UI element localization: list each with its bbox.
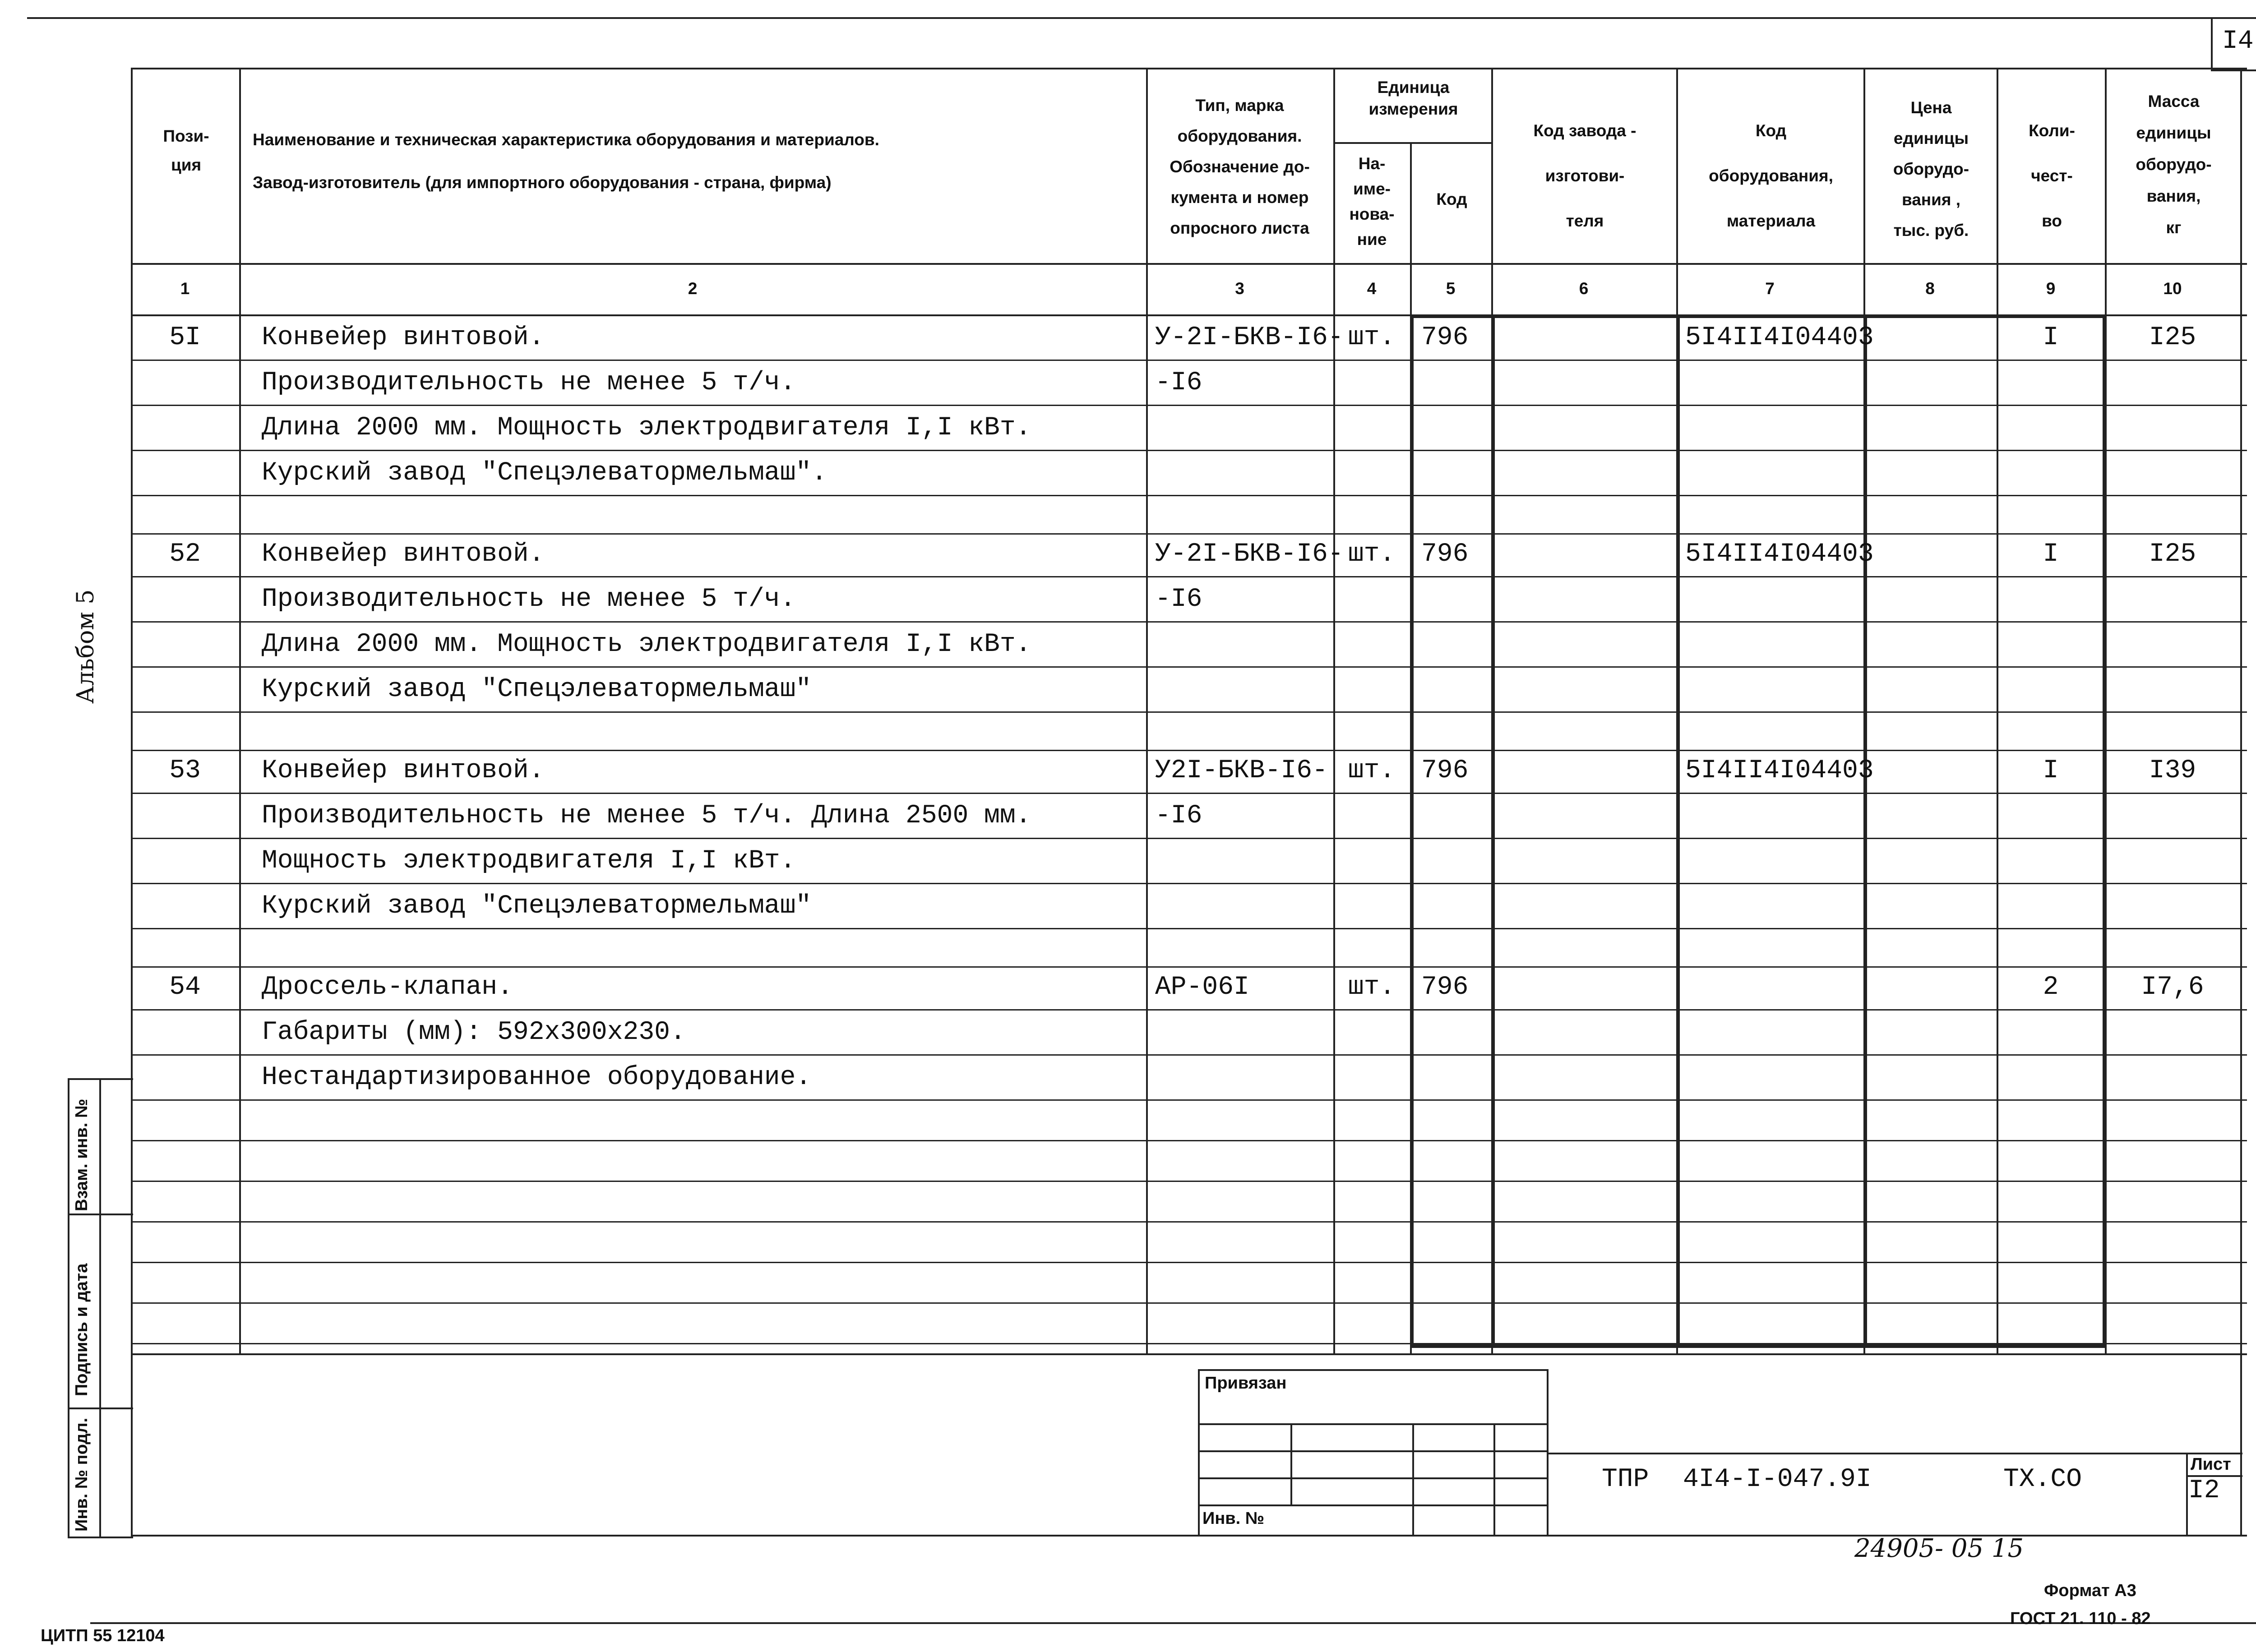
row-divider xyxy=(131,1302,2247,1304)
album-label: Альбом 5 xyxy=(72,589,99,704)
name-cell: Габариты (мм): 592х300х230. xyxy=(262,1018,686,1047)
header-name: Наименование и техническая характеристика оборудования и материалов. Завод-изготовитель (для импортного оборудования - страна, фирма) xyxy=(253,130,879,192)
unit-name-cell: шт. xyxy=(1348,973,1396,1002)
mass-cell: I25 xyxy=(2149,323,2196,352)
header-quantity: Коли- чест- во xyxy=(2029,121,2075,230)
row-divider xyxy=(131,838,2247,839)
sheet-value: I2 xyxy=(2188,1476,2220,1505)
equipment-code-cell: 5I4II4I04403 xyxy=(1685,323,1874,352)
equipment-code-cell: 5I4II4I04403 xyxy=(1685,540,1874,569)
type-cell: У-2I-БКВ-I6- xyxy=(1155,323,1344,352)
mass-cell: I39 xyxy=(2149,756,2196,785)
header-position: Пози- ция xyxy=(163,127,209,174)
row-divider xyxy=(131,533,2247,535)
name-cell: Длина 2000 мм. Мощность электродвигателя I,I кВт. xyxy=(262,630,1031,659)
row-divider xyxy=(131,621,2247,623)
row-divider xyxy=(131,793,2247,794)
name-cell: Мощность электродвигателя I,I кВт. xyxy=(262,846,796,876)
colnum-1: 1 xyxy=(180,279,190,298)
type-cell: У2I-БКВ-I6- xyxy=(1155,756,1328,785)
name-cell: Производительность не менее 5 т/ч. Длина 2500 мм. xyxy=(262,801,1031,831)
colnum-9: 9 xyxy=(2046,279,2056,298)
type-cell: -I6 xyxy=(1155,368,1202,397)
colnum-2: 2 xyxy=(688,279,698,298)
unit-code-cell: 796 xyxy=(1421,973,1469,1002)
header-unit-name: На- име- нова- ние xyxy=(1349,154,1395,249)
header-mass: Масса единицы оборудо- вания, кг xyxy=(2136,92,2212,237)
row-divider xyxy=(131,1099,2247,1101)
row-divider xyxy=(131,405,2247,406)
row-divider xyxy=(131,883,2247,884)
format-label: Формат А3 xyxy=(2044,1581,2136,1600)
unit-name-cell: шт. xyxy=(1348,540,1396,569)
gost-label: ГОСТ 21. 110 - 82 xyxy=(2010,1609,2151,1628)
colnum-4: 4 xyxy=(1367,279,1377,298)
header-type: Тип, марка оборудования. Обозначение до- кумента и номер опросного листа xyxy=(1170,96,1310,237)
row-divider xyxy=(131,711,2247,713)
row-divider xyxy=(131,1054,2247,1056)
quantity-cell: 2 xyxy=(2043,973,2059,1002)
name-cell: Нестандартизированное оборудование. xyxy=(262,1063,812,1092)
row-divider xyxy=(131,928,2247,929)
position-cell: 54 xyxy=(169,973,201,1002)
stamp-replacement-inv: Взам. инв. № xyxy=(72,1098,91,1211)
row-divider xyxy=(131,1262,2247,1263)
quantity-cell: I xyxy=(2043,323,2059,352)
header-plant-code: Код завода - изготови- теля xyxy=(1533,121,1637,230)
row-divider xyxy=(131,1181,2247,1182)
type-cell: АР-06I xyxy=(1155,973,1249,1002)
doc-suffix: ТХ.СО xyxy=(2003,1465,2082,1494)
type-cell: -I6 xyxy=(1155,585,1202,614)
sheet-number-top: I4 xyxy=(2222,27,2254,56)
unit-code-cell: 796 xyxy=(1421,323,1469,352)
row-divider xyxy=(131,750,2247,751)
quantity-cell: I xyxy=(2043,540,2059,569)
colnum-5: 5 xyxy=(1446,279,1456,298)
name-cell: Дроссель-клапан. xyxy=(262,973,513,1002)
handwritten-number: 24905- 05 15 xyxy=(1854,1534,2024,1563)
sheet-label: Лист xyxy=(2191,1455,2231,1474)
name-cell: Курский завод "Спецэлеватормельмаш". xyxy=(262,458,828,488)
header-equipment-code: Код оборудования, материала xyxy=(1709,121,1833,230)
name-cell: Производительность не менее 5 т/ч. xyxy=(262,585,796,614)
position-cell: 53 xyxy=(169,756,201,785)
name-cell: Курский завод "Спецэлеватормельмаш" xyxy=(262,675,812,704)
header-price: Цена единицы оборудо- вания , тыс. руб. xyxy=(1893,98,1969,240)
header-unit-group: Единица измерения xyxy=(1368,78,1458,118)
row-divider xyxy=(131,1221,2247,1223)
colnum-10: 10 xyxy=(2163,279,2182,298)
colnum-7: 7 xyxy=(1765,279,1775,298)
position-cell: 5I xyxy=(169,323,201,352)
type-cell: -I6 xyxy=(1155,801,1202,831)
name-cell: Производительность не менее 5 т/ч. xyxy=(262,368,796,397)
row-divider xyxy=(131,495,2247,496)
colnum-3: 3 xyxy=(1235,279,1244,298)
row-divider xyxy=(131,1009,2247,1011)
org-label: ЦИТП 55 12104 xyxy=(41,1626,165,1645)
mass-cell: I25 xyxy=(2149,540,2196,569)
colnum-6: 6 xyxy=(1579,279,1589,298)
unit-code-cell: 796 xyxy=(1421,540,1469,569)
header-unit-code: Код xyxy=(1436,190,1467,208)
row-divider xyxy=(131,360,2247,361)
name-cell: Курский завод "Спецэлеватормельмаш" xyxy=(262,891,812,921)
unit-code-cell: 796 xyxy=(1421,756,1469,785)
stamp-inv-no: Инв. № xyxy=(1202,1509,1265,1528)
colnum-8: 8 xyxy=(1925,279,1935,298)
type-cell: У-2I-БКВ-I6- xyxy=(1155,540,1344,569)
stamp-original-inv: Инв. № подл. xyxy=(72,1417,91,1532)
row-divider xyxy=(131,966,2247,968)
name-cell: Конвейер винтовой. xyxy=(262,540,545,569)
row-divider xyxy=(131,576,2247,577)
quantity-cell: I xyxy=(2043,756,2059,785)
row-divider xyxy=(131,666,2247,668)
stamp-signature-date: Подпись и дата xyxy=(72,1263,91,1396)
mass-cell: I7,6 xyxy=(2141,973,2204,1002)
row-divider xyxy=(131,1140,2247,1141)
name-cell: Конвейер винтовой. xyxy=(262,756,545,785)
equipment-code-cell: 5I4II4I04403 xyxy=(1685,756,1874,785)
position-cell: 52 xyxy=(169,540,201,569)
name-cell: Длина 2000 мм. Мощность электродвигателя I,I кВт. xyxy=(262,413,1031,443)
unit-name-cell: шт. xyxy=(1348,323,1396,352)
row-divider xyxy=(131,450,2247,451)
unit-name-cell: шт. xyxy=(1348,756,1396,785)
stamp-privyazan: Привязан xyxy=(1205,1374,1287,1393)
name-cell: Конвейер винтовой. xyxy=(262,323,545,352)
doc-number: 4I4-I-047.9I xyxy=(1683,1465,1872,1494)
doc-prefix: ТПР xyxy=(1602,1465,1649,1494)
